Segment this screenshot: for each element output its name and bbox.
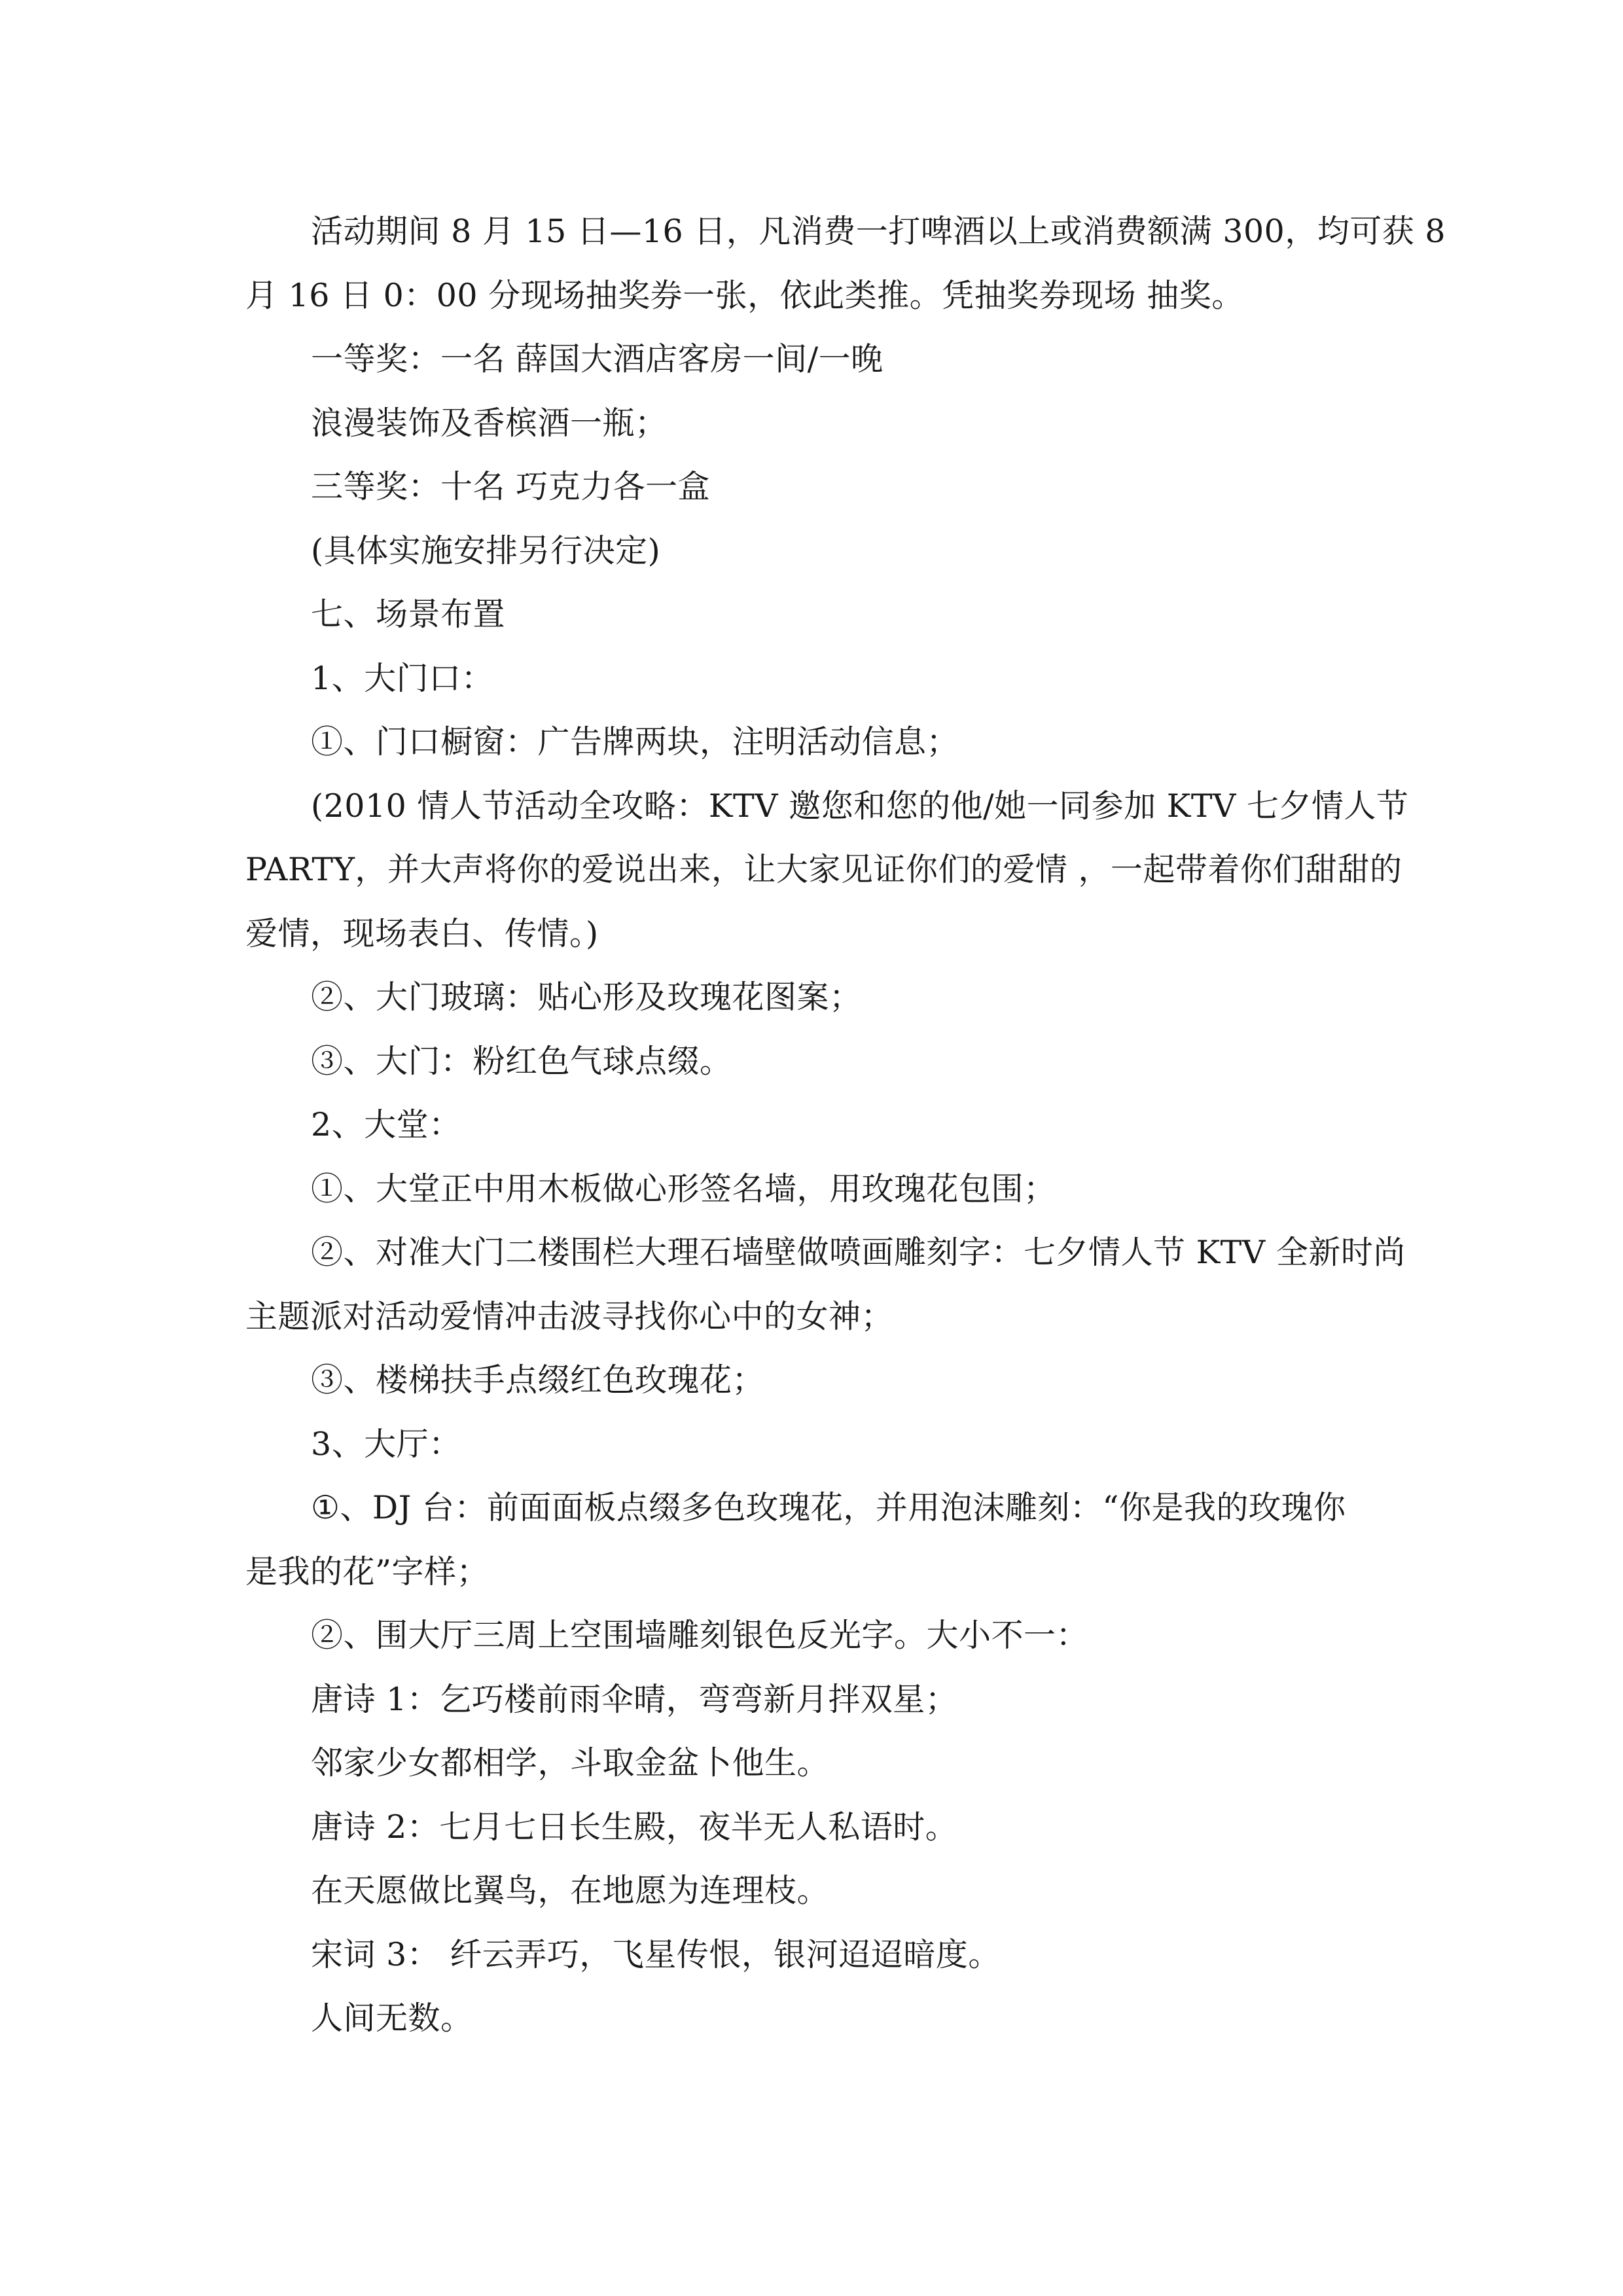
paragraph-line: 月 16 日 0：00 分现场抽奖券一张，依此类推。凭抽奖券现场 抽奖。: [245, 276, 1244, 314]
poem-line: 人间无数。: [311, 2000, 473, 2037]
paragraph-line: 主题派对活动爱情冲击波寻找你心中的女神；: [245, 1297, 894, 1335]
paragraph-line: PARTY，并大声将你的爱说出来，让大家见证你们的爱情 ，一起带着你们甜甜的: [245, 851, 1402, 888]
paragraph-line: 爱情，现场表白、传情。): [245, 914, 599, 952]
section-heading: 七、场景布置: [311, 596, 506, 633]
paragraph-line: ①、DJ 台：前面面板点缀多色玫瑰花，并用泡沫雕刻：“你是我的玫瑰你: [311, 1489, 1346, 1526]
document-body: [245, 200, 1446, 2051]
paragraph-line: ③、大门：粉红色气球点缀。: [311, 1042, 732, 1080]
paragraph-line: ②、大门玻璃：贴心形及玫瑰花图案；: [311, 978, 862, 1016]
poem-line: 唐诗 1：乞巧楼前雨伞晴，弯弯新月拌双星；: [311, 1680, 958, 1718]
poem-line: 在天愿做比翼鸟，在地愿为连理枝。: [311, 1872, 830, 1909]
poem-line: 唐诗 2：七月七日长生殿，夜半无人私语时。: [311, 1808, 958, 1846]
paragraph-line: 浪漫装饰及香槟酒一瓶；: [311, 404, 668, 442]
poem-line: 宋词 3： 纤云弄巧，飞星传恨，银河迢迢暗度。: [311, 1935, 1001, 1973]
paragraph-line: (2010 情人节活动全攻略：KTV 邀您和您的他/她一同参加 KTV 七夕情人节: [311, 787, 1409, 825]
paragraph-line: (具体实施安排另行决定): [311, 531, 661, 569]
paragraph-line: ①、大堂正中用木板做心形签名墙，用玫瑰花包围；: [311, 1170, 1056, 1208]
paragraph-line: ②、对准大门二楼围栏大理石墙壁做喷画雕刻字：七夕情人节 KTV 全新时尚: [311, 1234, 1406, 1271]
subsection-heading: 2、大堂：: [311, 1106, 461, 1143]
subsection-heading: 3、大厅：: [311, 1425, 461, 1463]
paragraph-line: 一等奖：一名 薛国大酒店客房一间/一晚: [311, 340, 883, 378]
paragraph-line: ①、门口橱窗：广告牌两块，注明活动信息；: [311, 723, 959, 761]
paragraph-line: ②、围大厅三周上空围墙雕刻银色反光字。大小不一：: [311, 1617, 1089, 1654]
paragraph-line: 是我的花”字样；: [245, 1552, 490, 1590]
paragraph-line: ③、楼梯扶手点缀红色玫瑰花；: [311, 1361, 765, 1399]
poem-line: 邻家少女都相学，斗取金盆卜他生。: [311, 1744, 830, 1782]
paragraph-line: 三等奖：十名 巧克力各一盒: [311, 468, 711, 505]
paragraph-line: 活动期间 8 月 15 日—16 日，凡消费一打啤酒以上或消费额满 300，均可获 8: [311, 213, 1446, 250]
subsection-heading: 1、大门口：: [311, 659, 494, 697]
